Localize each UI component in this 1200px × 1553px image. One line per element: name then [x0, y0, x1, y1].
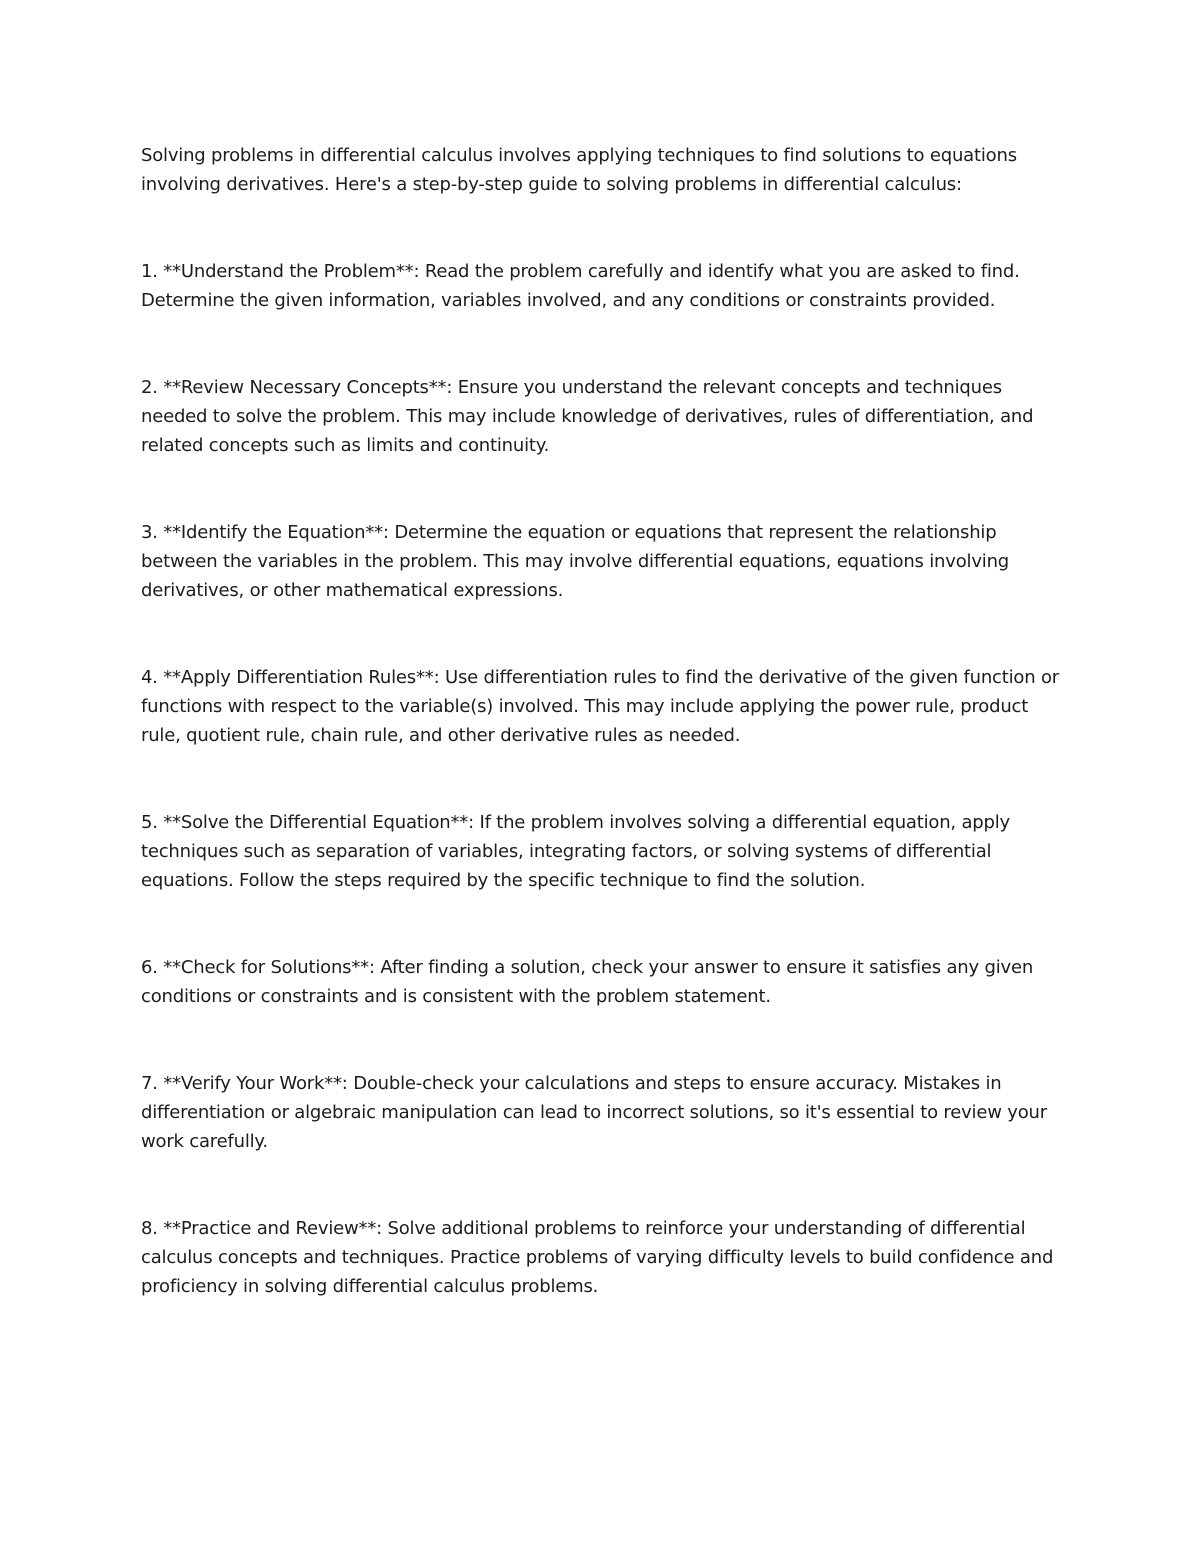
intro-paragraph: Solving problems in differential calculus involves applying techniques to find solutions to equations involving derivatives. Here's a step-by-step guide to solving problems in differential calculus:	[141, 145, 1017, 195]
step-7-paragraph: 7. **Verify Your Work**: Double-check your calculations and steps to ensure accuracy. Mistakes in differentiation or algebraic manipulation can lead to incorrect solutions, so it's essential to review your work carefully.	[141, 1073, 1047, 1152]
step-1-paragraph: 1. **Understand the Problem**: Read the problem carefully and identify what you are asked to find. Determine the given information, variables involved, and any conditions or constraints provided.	[141, 261, 1020, 311]
step-4-paragraph: 4. **Apply Differentiation Rules**: Use differentiation rules to find the derivative of the given function or functions with respect to the variable(s) involved. This may include applying the power rule, product rule, quotient rule, chain rule, and other derivative rules as needed.	[141, 667, 1059, 746]
document-body	[141, 141, 1066, 1359]
step-6-paragraph: 6. **Check for Solutions**: After finding a solution, check your answer to ensure it satisfies any given conditions or constraints and is consistent with the problem statement.	[141, 957, 1034, 1007]
step-5-paragraph: 5. **Solve the Differential Equation**: If the problem involves solving a differential equation, apply techniques such as separation of variables, integrating factors, or solving systems of differential equations. Follow the steps required by the specific technique to find the solution.	[141, 812, 1011, 891]
step-3-paragraph: 3. **Identify the Equation**: Determine the equation or equations that represent the relationship between the variables in the problem. This may involve differential equations, equations involving derivatives, or other mathematical expressions.	[141, 522, 1010, 601]
step-2-paragraph: 2. **Review Necessary Concepts**: Ensure you understand the relevant concepts and techniques needed to solve the problem. This may include knowledge of derivatives, rules of differentiation, and related concepts such as limits and continuity.	[141, 377, 1034, 456]
step-8-paragraph: 8. **Practice and Review**: Solve additional problems to reinforce your understanding of differential calculus concepts and techniques. Practice problems of varying difficulty levels to build confidence and proficiency in solving differential calculus problems.	[141, 1218, 1054, 1297]
